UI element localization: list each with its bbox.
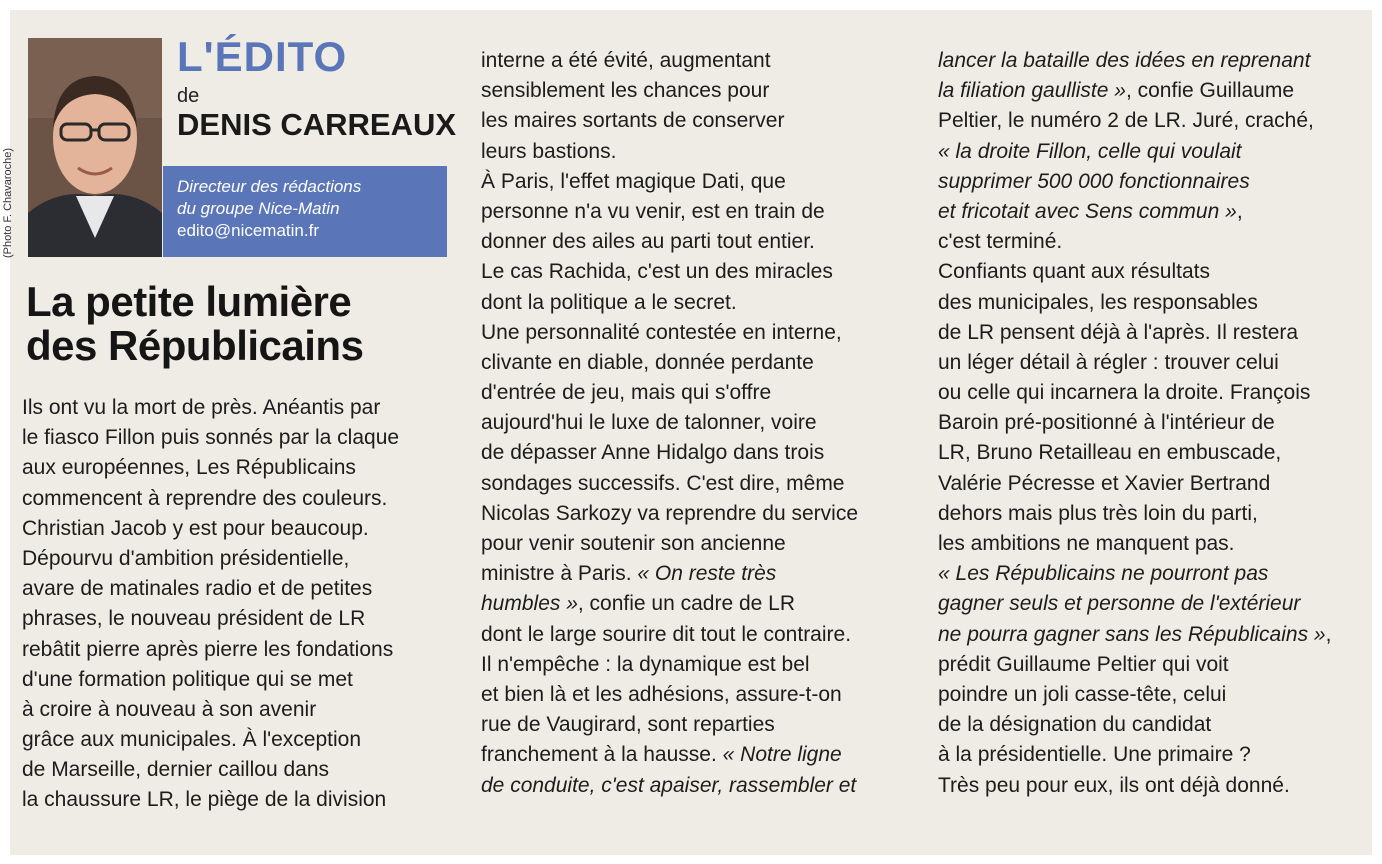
- article-line: [481, 740, 858, 770]
- article-line: [938, 469, 1331, 499]
- article-line: [938, 318, 1331, 348]
- body-text: leurs bastions.: [481, 139, 617, 163]
- body-text: À Paris, l'effet magique Dati, que: [481, 169, 786, 193]
- article-line: [938, 620, 1331, 650]
- body-text: ,: [1325, 622, 1332, 646]
- body-text: , confie Guillaume: [1125, 79, 1295, 103]
- body-text: et bien là et les adhésions, assure-t-on: [481, 682, 842, 706]
- article-line: [481, 650, 858, 680]
- body-text: rue de Vaugirard, sont reparties: [481, 713, 775, 737]
- article-line: [938, 348, 1331, 378]
- body-text: c'est terminé.: [938, 230, 1063, 254]
- body-text: donner des ailes au parti tout entier.: [481, 230, 815, 254]
- article-line: [481, 559, 858, 589]
- quote-text: la filiation gaulliste »: [938, 79, 1126, 103]
- body-text: des municipales, les responsables: [938, 290, 1258, 314]
- article-line: Ils ont vu la mort de près. Anéantis par: [22, 396, 381, 419]
- body-text: Baroin pré-positionné à l'intérieur de: [938, 411, 1275, 435]
- body-text: Une personnalité contestée en interne,: [481, 320, 842, 344]
- author-photo: [28, 38, 162, 257]
- article-line: [938, 680, 1331, 710]
- body-text: dehors mais plus très loin du parti,: [938, 501, 1258, 525]
- article-line: [938, 559, 1331, 589]
- article-line: [938, 740, 1331, 770]
- article-line: [481, 589, 858, 619]
- article-line: [938, 288, 1331, 318]
- article-line: [481, 106, 858, 136]
- body-text: les maires sortants de conserver: [481, 109, 785, 133]
- article-line: [481, 76, 858, 106]
- article-line: d'une formation politique qui se met: [22, 667, 353, 691]
- edito-de: de: [177, 85, 200, 107]
- article-line: [481, 529, 858, 559]
- author-info-box: [163, 166, 447, 257]
- article-line: [938, 76, 1331, 106]
- article-line: [938, 227, 1331, 257]
- article-line: [938, 438, 1331, 468]
- article-line: [938, 499, 1331, 529]
- article-line: de Marseille, dernier caillou dans: [22, 758, 329, 782]
- article-line: [481, 257, 858, 287]
- author-email[interactable]: edito@nicematin.fr: [177, 221, 319, 240]
- article-line: aux européennes, Les Républicains: [22, 456, 356, 480]
- body-text: ministre à Paris.: [481, 562, 638, 586]
- author-portrait-image: [28, 38, 162, 257]
- body-text: personne n'a vu venir, est en train de: [481, 199, 825, 223]
- article-line: [481, 620, 858, 650]
- quote-text: humbles »: [481, 592, 578, 616]
- article-line: rebâtit pierre après pierre les fondations: [22, 637, 394, 661]
- article-line: [938, 650, 1331, 680]
- article-line: [938, 529, 1331, 559]
- body-text: LR, Bruno Retailleau en embuscade,: [938, 441, 1282, 465]
- article-line: [481, 167, 858, 197]
- article-line: [938, 378, 1331, 408]
- article-column-2: [481, 46, 858, 801]
- article-line: grâce aux municipales. À l'exception: [22, 728, 362, 752]
- author-name: DENIS CARREAUX: [177, 107, 457, 142]
- article-line: [481, 348, 858, 378]
- body-text: poindre un joli casse-tête, celui: [938, 682, 1227, 706]
- article-line: avare de matinales radio et de petites: [22, 577, 373, 601]
- body-text: dont le large sourire dit tout le contraire.: [481, 622, 852, 646]
- article-line: la chaussure LR, le piège de la division: [22, 788, 387, 812]
- body-text: , confie un cadre de LR: [577, 592, 796, 616]
- body-text: d'entrée de jeu, mais qui s'offre: [481, 381, 772, 405]
- body-text: clivante en diable, donnée perdante: [481, 350, 814, 374]
- quote-text: « la droite Fillon, celle qui voulait: [938, 139, 1242, 163]
- quote-text: gagner seuls et personne de l'extérieur: [938, 592, 1301, 616]
- body-text: Valérie Pécresse et Xavier Bertrand: [938, 471, 1271, 495]
- body-text: Le cas Rachida, c'est un des miracles: [481, 260, 833, 284]
- article-line: Christian Jacob y est pour beaucoup.: [22, 516, 369, 540]
- body-text: interne a été évité, augmentant: [481, 49, 771, 72]
- edito-label: L'ÉDITO: [177, 33, 348, 80]
- quote-text: lancer la bataille des idées en reprenant: [938, 49, 1311, 72]
- article-line: [938, 167, 1331, 197]
- photo-credit: (Photo F. Chavaroche): [2, 147, 14, 258]
- quote-text: « Les Républicains ne pourront pas: [938, 562, 1269, 586]
- body-text: dont la politique a le secret.: [481, 290, 737, 314]
- quote-text: ne pourra gagner sans les Républicains »: [938, 622, 1326, 646]
- body-text: un léger détail à régler : trouver celui: [938, 350, 1279, 374]
- article-line: [481, 197, 858, 227]
- quote-text: « On reste très: [637, 562, 777, 586]
- body-text: ou celle qui incarnera la droite. François: [938, 381, 1311, 405]
- body-text: Très peu pour eux, ils ont déjà donné.: [938, 773, 1290, 797]
- article-line: [481, 408, 858, 438]
- article-line: [938, 46, 1331, 76]
- article-line: [481, 438, 858, 468]
- body-text: de LR pensent déjà à l'après. Il restera: [938, 320, 1299, 344]
- body-text: sensiblement les chances pour: [481, 79, 770, 103]
- quote-text: supprimer 500 000 fonctionnaires: [938, 169, 1250, 193]
- article-line: phrases, le nouveau président de LR: [22, 607, 366, 631]
- article-line: [938, 197, 1331, 227]
- quote-text: de conduite, c'est apaiser, rassembler et: [481, 773, 857, 797]
- author-role-line2: du groupe Nice-Matin: [177, 199, 340, 218]
- body-text: aujourd'hui le luxe de talonner, voire: [481, 411, 817, 435]
- article-line: [938, 710, 1331, 740]
- quote-text: « Notre ligne: [722, 743, 842, 767]
- article-line: [481, 318, 858, 348]
- article-line: [481, 680, 858, 710]
- body-text: les ambitions ne manquent pas.: [938, 532, 1235, 555]
- body-text: Confiants quant aux résultats: [938, 260, 1210, 284]
- article-line: [481, 469, 858, 499]
- body-text: de dépasser Anne Hidalgo dans trois: [481, 441, 825, 465]
- body-text: ,: [1236, 199, 1243, 223]
- article-line: [481, 288, 858, 318]
- body-text: de la désignation du candidat: [938, 713, 1212, 737]
- headline-line2: des Républicains: [26, 322, 364, 369]
- article-line: à croire à nouveau à son avenir: [22, 697, 317, 721]
- headline: [26, 280, 456, 368]
- body-text: prédit Guillaume Peltier qui voit: [938, 652, 1229, 676]
- author-role-line1: Directeur des rédactions: [177, 177, 362, 196]
- article-line: [481, 227, 858, 257]
- body-text: à la présidentielle. Une primaire ?: [938, 743, 1251, 767]
- body-text: Il n'empêche : la dynamique est bel: [481, 652, 810, 676]
- body-text: Nicolas Sarkozy va reprendre du service: [481, 501, 858, 525]
- article-line: le fiasco Fillon puis sonnés par la claque: [22, 426, 400, 450]
- body-text: franchement à la hausse.: [481, 743, 723, 767]
- article-line: [481, 710, 858, 740]
- body-text: sondages successifs. C'est dire, même: [481, 471, 845, 495]
- article-line: [481, 499, 858, 529]
- article-column-3: [938, 46, 1331, 801]
- article-line: Dépourvu d'ambition présidentielle,: [22, 546, 350, 570]
- article-line: [481, 46, 858, 76]
- headline-line1: La petite lumière: [26, 278, 352, 325]
- article-line: [481, 378, 858, 408]
- article-line: [938, 137, 1331, 167]
- body-text: Peltier, le numéro 2 de LR. Juré, craché,: [938, 109, 1314, 133]
- quote-text: et fricotait avec Sens commun »: [938, 199, 1237, 223]
- article-line: [938, 589, 1331, 619]
- article-column-1: [22, 393, 399, 816]
- article-line: [481, 771, 858, 801]
- article-line: [938, 408, 1331, 438]
- body-text: pour venir soutenir son ancienne: [481, 532, 786, 555]
- article-line: [938, 106, 1331, 136]
- article-line: [938, 771, 1331, 801]
- article-line: [938, 257, 1331, 287]
- article-line: commencent à reprendre des couleurs.: [22, 486, 388, 510]
- article-line: [481, 137, 858, 167]
